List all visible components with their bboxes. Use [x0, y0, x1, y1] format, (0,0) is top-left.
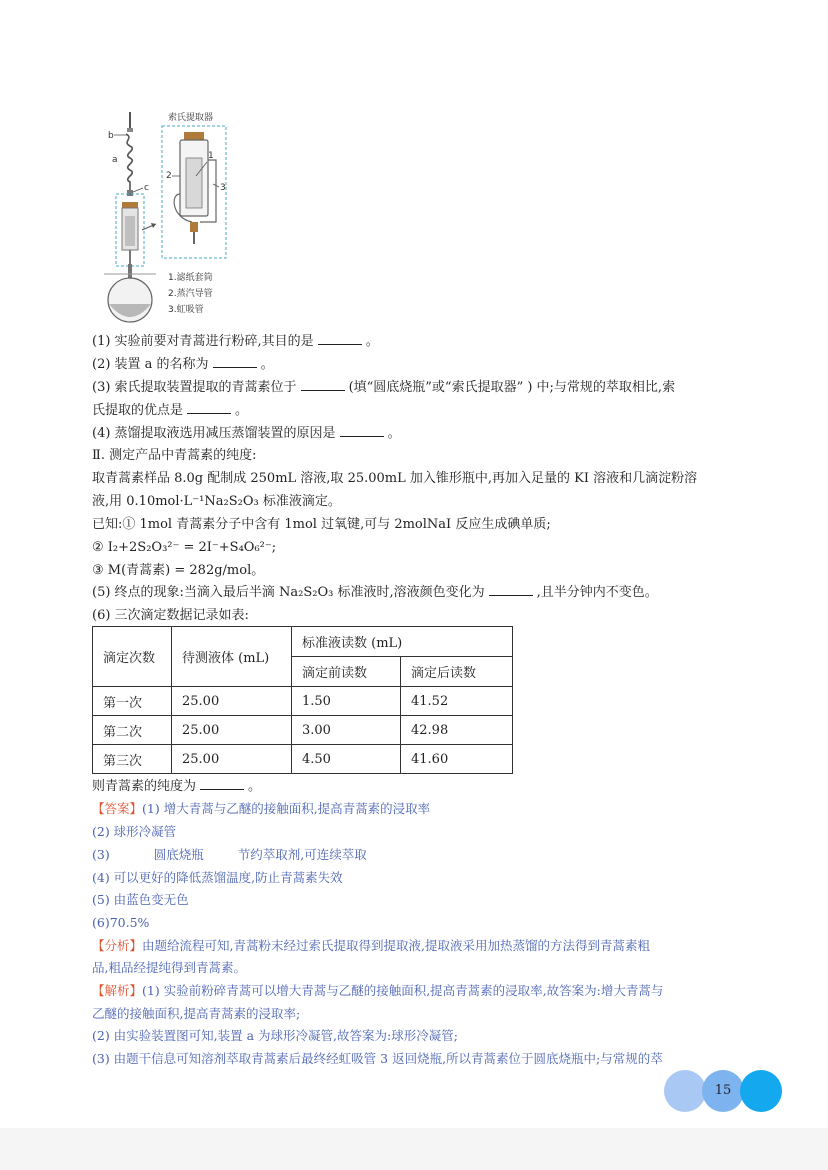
- question-6: (6) 三次滴定数据记录如表:: [92, 608, 249, 623]
- condenser-a: [126, 112, 133, 196]
- header-volume: 待测液体 (mL): [172, 627, 292, 687]
- page-number-badge: [664, 1070, 782, 1112]
- bubble-decoration: [664, 1070, 706, 1112]
- label-1: 1: [208, 151, 214, 161]
- soxhlet-apparatus-figure: [100, 104, 250, 326]
- label-c: c: [144, 183, 149, 193]
- extractor-title: 索氏提取器: [168, 113, 214, 123]
- procedure-line-1: 取青蒿素样品 8.0g 配制成 250mL 溶液,取 25.00mL 加入锥形瓶中,再加入足量的 KI 溶液和几滴淀粉溶: [92, 471, 698, 486]
- question-7: 则青蒿素的纯度为 。: [92, 779, 262, 794]
- answer-line-1: 【答案】(1) 增大青蒿与乙醚的接触面积,提高青蒿素的浸取率: [92, 801, 431, 816]
- answer-blank: [340, 424, 384, 437]
- legend-1: 1.滤纸套筒: [168, 273, 213, 283]
- answer-blank: [489, 583, 533, 596]
- label-a: a: [112, 155, 118, 165]
- page-number: 15: [714, 1083, 732, 1098]
- analysis-line-1: 【分析】由题给流程可知,青蒿粉末经过索氏提取得到提取液,提取液采用加热蒸馏的方法得到青蒿素粗: [92, 938, 650, 953]
- part-2-heading: Ⅱ. 测定产品中青蒿素的纯度:: [92, 448, 257, 463]
- question-5: (5) 终点的现象:当滴入最后半滴 Na₂S₂O₃ 标准液时,溶液颜色变化为 ,且半分钟内不变色。: [92, 585, 658, 600]
- explain-line-3: (2) 由实验装置图可知,装置 a 为球形冷凝管,故答案为:球形冷凝管;: [92, 1028, 458, 1043]
- explain-tag: 【解析】: [92, 983, 143, 998]
- round-bottom-flask: [104, 264, 156, 322]
- answer-blank: [187, 401, 231, 414]
- question-4: (4) 蒸馏提取液选用减压蒸馏装置的原因是 。: [92, 426, 401, 441]
- header-after: 滴定后读数: [401, 657, 513, 687]
- procedure-line-2: 液,用 0.10mol·L⁻¹Na₂S₂O₃ 标准液滴定。: [92, 494, 341, 509]
- question-3: (3) 索氏提取装置提取的青蒿素位于 (填“圆底烧瓶”或“索氏提取器” ) 中;与常规的萃取相比,索: [92, 380, 676, 395]
- label-3: 3: [220, 183, 226, 193]
- known-2: ② I₂+2S₂O₃²⁻ = 2I⁻+S₄O₆²⁻;: [92, 540, 277, 555]
- known-1: 已知:① 1mol 青蒿素分子中含有 1mol 过氧键,可与 2molNaI 反应生成碘单质;: [92, 517, 551, 532]
- table-header-row: [93, 627, 513, 657]
- soxhlet-extractor: [174, 132, 216, 244]
- legend-3: 3.虹吸管: [168, 305, 204, 315]
- header-before: 滴定前读数: [292, 657, 401, 687]
- legend-2: 2.蒸汽导管: [168, 289, 213, 299]
- answer-line-3: (3) 圆底烧瓶 节约萃取剂,可连续萃取: [92, 847, 367, 862]
- bottom-strip: [0, 1128, 828, 1170]
- answer-blank: [318, 332, 362, 345]
- explain-line-4: (3) 由题干信息可知溶剂萃取青蒿素后最终经虹吸管 3 返回烧瓶,所以青蒿素位于圆底烧瓶中;与常规的萃: [92, 1051, 663, 1066]
- explain-line-1: 【解析】(1) 实验前粉碎青蒿可以增大青蒿与乙醚的接触面积,提高青蒿素的浸取率,故答案为:增大青蒿与: [92, 983, 664, 998]
- table-row: 第三次 25.00 4.50 41.60: [93, 745, 513, 774]
- answer-blank: [200, 777, 244, 790]
- answer-line-6: (6)70.5%: [92, 915, 150, 930]
- header-standard: 标准液读数 (mL): [292, 627, 513, 657]
- answer-blank: [301, 378, 345, 391]
- label-2: 2: [166, 171, 172, 181]
- label-b: b: [108, 131, 114, 141]
- analysis-line-2: 品,粗品经提纯得到青蒿素。: [92, 960, 246, 975]
- titration-table: [92, 626, 513, 774]
- bubble-decoration: [740, 1070, 782, 1112]
- explain-line-2: 乙醚的接触面积,提高青蒿素的浸取率;: [92, 1006, 301, 1021]
- small-extractor: [122, 202, 138, 264]
- answer-blank: [213, 355, 257, 368]
- question-3-cont: 氏提取的优点是 。: [92, 403, 249, 418]
- analysis-tag: 【分析】: [92, 938, 143, 953]
- answer-line-5: (5) 由蓝色变无色: [92, 892, 189, 907]
- known-3: ③ M(青蒿素) = 282g/mol。: [92, 563, 265, 578]
- header-count: 滴定次数: [93, 627, 172, 687]
- answer-line-4: (4) 可以更好的降低蒸馏温度,防止青蒿素失效: [92, 870, 343, 885]
- table-row: 第一次 25.00 1.50 41.52: [93, 687, 513, 716]
- question-1: (1) 实验前要对青蒿进行粉碎,其目的是 。: [92, 334, 379, 349]
- table-row: 第二次 25.00 3.00 42.98: [93, 716, 513, 745]
- answer-line-2: (2) 球形冷凝管: [92, 824, 177, 839]
- question-2: (2) 装置 a 的名称为 。: [92, 357, 274, 372]
- answer-tag: 【答案】: [92, 801, 143, 816]
